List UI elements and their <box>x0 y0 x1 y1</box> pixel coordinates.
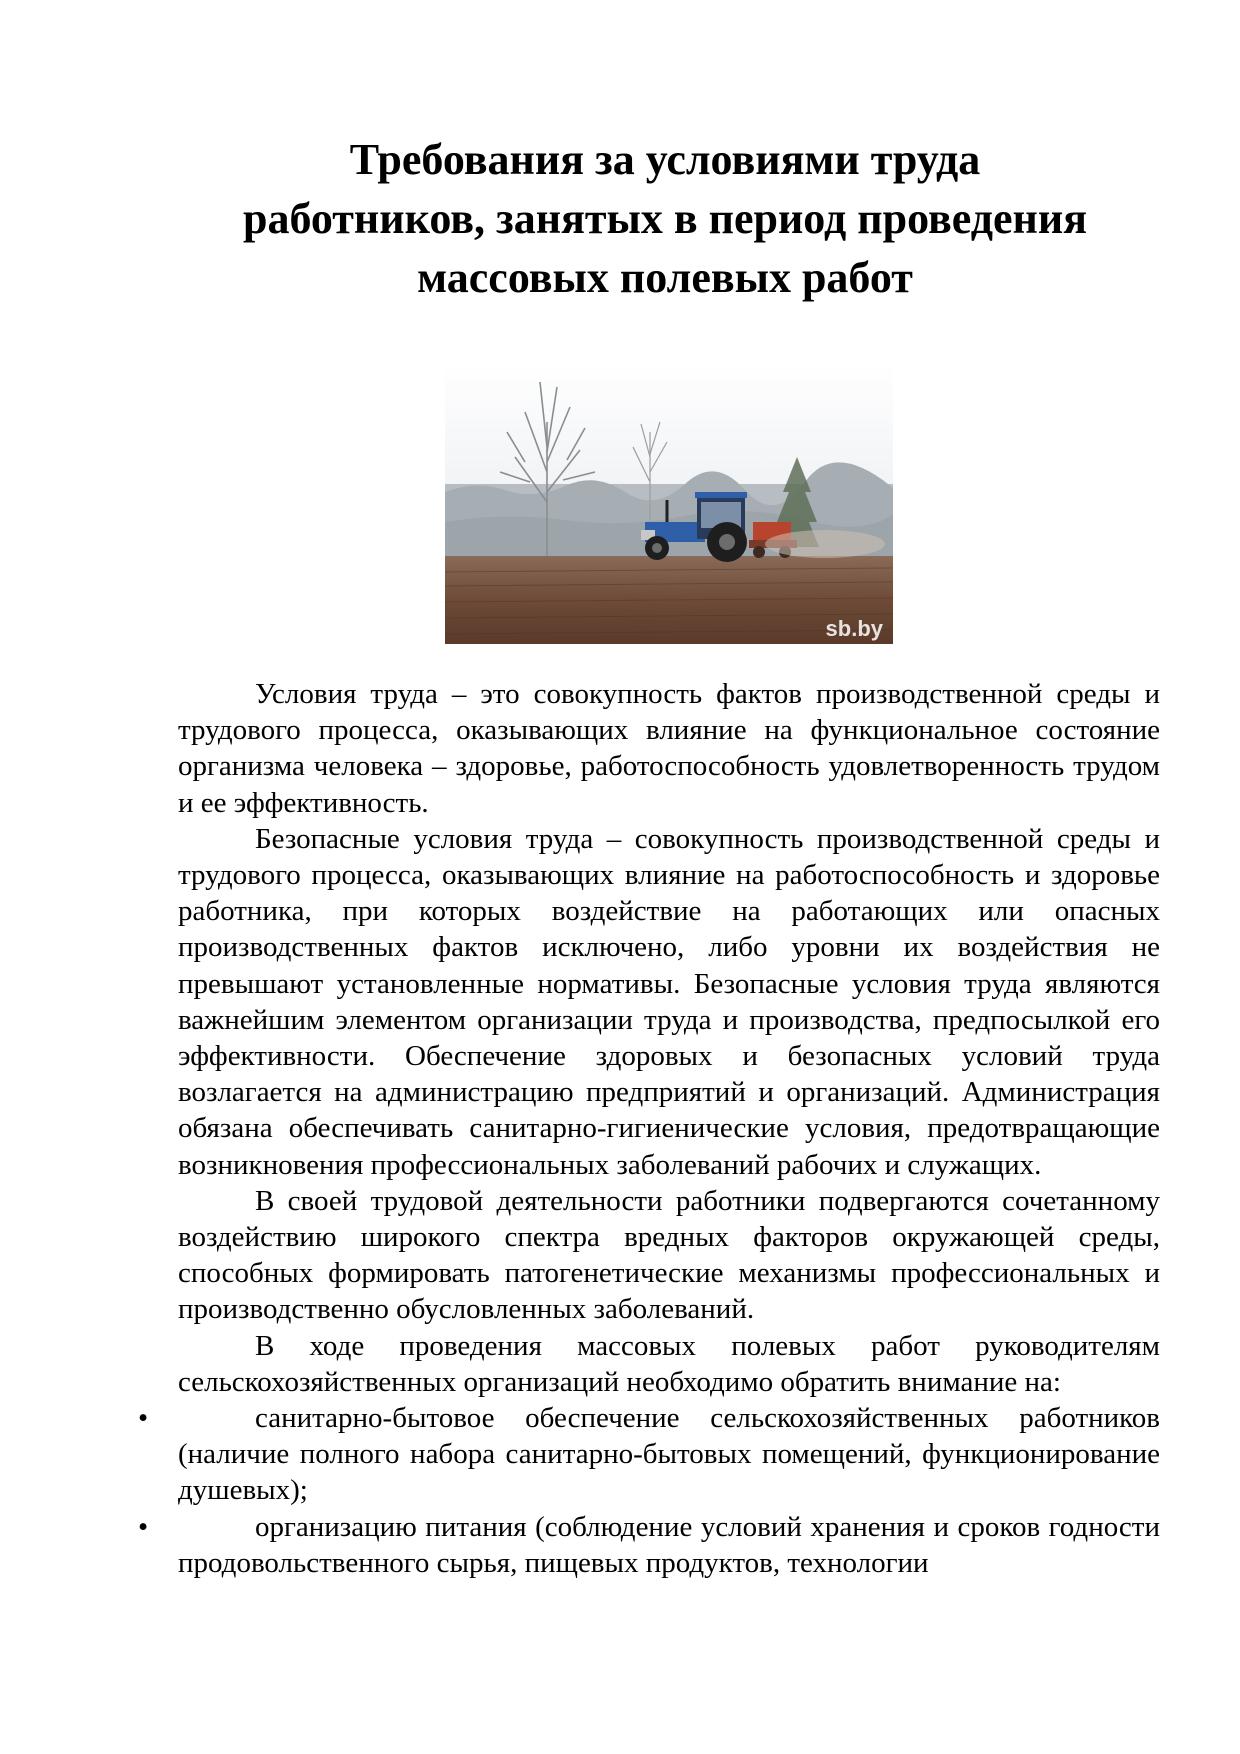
list-item-text: организацию питания (соблюдение условий хранения и сроков годности продовольственного сырья, пищевых продуктов, технологии <box>178 1510 1160 1579</box>
list-item <box>138 1509 1160 1581</box>
bullet-icon: • <box>138 1402 149 1435</box>
list-item-text: санитарно-бытовое обеспечение сельскохозяйственных работников (наличие полного набора санитарно-бытовых помещений, функционирование душевых); <box>178 1402 1160 1507</box>
title-line-1: Требования за условиями труда <box>349 135 981 184</box>
document-title <box>170 130 1160 307</box>
photo-watermark: sb.by <box>825 616 883 641</box>
title-line-2: работников, занятых в период проведения <box>242 194 1088 243</box>
bullet-icon: • <box>138 1510 149 1543</box>
requirements-list <box>138 1400 1160 1581</box>
document-body <box>138 676 1160 1581</box>
paragraph-4: В ходе проведения массовых полевых работ руководителям сельскохозяйственных организаций необходимо обратить внимание на: <box>178 1329 1160 1398</box>
list-item <box>138 1400 1160 1509</box>
paragraph-2: Безопасные условия труда – совокупность производственной среды и трудового процесса, оказывающих влияние на работоспособность и здоровье работника, при которых воздействие на работающих или опасных производственных фактов исключено, либо уровни их воздействия не превышают установленные нормативы. Безопасные условия труда являются важнейшим элементом организации труда и производства, предпосылкой его эффективности. Обеспечение здоровых и безопасных условий труда возлагается на администрацию предприятий и организаций. Администрация обязана обеспечивать санитарно-гигиенические условия, предотвращающие возникновения профессиональных заболеваний рабочих и служащих. <box>178 822 1160 1181</box>
title-line-3: массовых полевых работ <box>417 253 913 302</box>
tractor-field-photo <box>445 362 893 644</box>
paragraph-3: В своей трудовой деятельности работники подвергаются сочетанному воздействию широкого спектра вредных факторов окружающей среды, способных формировать патогенетические механизмы профессиональных и производственно обусловленных заболеваний. <box>178 1184 1160 1326</box>
paragraph-1: Условия труда – это совокупность фактов производственной среды и трудового процесса, оказывающих влияние на функциональное состояние организма человека – здоровье, работоспособность удовлетворенность трудом и ее эффективность. <box>178 678 1160 819</box>
